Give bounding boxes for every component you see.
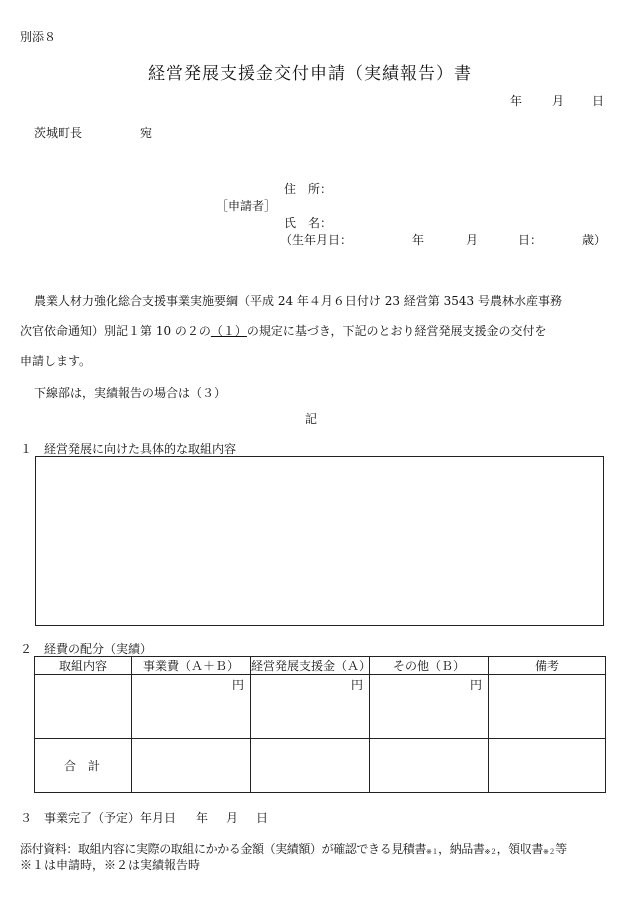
cell-activity[interactable] [35,675,132,739]
section3-month: 月 [226,811,239,825]
footer-notes: ※１は申請時，※２は実績報告時 [20,858,201,872]
cell-support-fund[interactable]: 円 [251,675,370,739]
date-day-label: 日 [592,94,605,108]
table-row [35,675,606,739]
birth-year-label: 年 [412,233,425,247]
header-remarks: 備考 [489,657,606,675]
body-line-1: 農業人材力強化総合支援事業実施要綱（平成 24 年４月６日付け 23 経営第 3543 号農林水産事務 [34,294,562,308]
total-row [35,739,606,793]
table-header-row [35,657,606,675]
header-other: その他（Ｂ） [370,657,489,675]
addressee-name: 茨城町長 [34,126,83,140]
total-other[interactable] [370,739,489,793]
total-remarks[interactable] [489,739,606,793]
header-activity: 取組内容 [35,657,132,675]
applicant-label: ［申請者］ [216,199,277,213]
birth-open: （生年月日： [280,233,353,247]
addressee-suffix: 宛 [140,126,153,140]
header-support-fund: 経営発展支援金（Ａ） [251,657,370,675]
body-line-3: 申請します。 [20,354,92,368]
cell-project-cost[interactable]: 円 [132,675,251,739]
date-year-label: 年 [510,94,523,108]
section1-content-box[interactable] [35,456,604,626]
attachment-label: 別添８ [20,30,57,44]
cost-table [34,656,606,793]
birth-age-label: 歳） [582,233,607,247]
section2-title: ２ 経費の配分（実績） [20,642,153,656]
section3-day: 日 [256,811,269,825]
cell-remarks[interactable] [489,675,606,739]
birth-day-label: 日： [518,233,543,247]
section1-title: １ 経営発展に向けた具体的な取組内容 [20,442,237,456]
date-month-label: 月 [552,94,565,108]
body-line-2: 次官依命通知）別記１第 10 の２の（１）の規定に基づき，下記のとおり経営発展支援金の交付を [20,324,547,338]
header-project-cost: 事業費（Ａ＋Ｂ） [132,657,251,675]
applicant-name-label: 氏 名： [284,216,333,230]
ki-label: 記 [305,412,318,426]
section3-year: 年 [196,811,209,825]
total-support-fund[interactable] [251,739,370,793]
footer-attachments: 添付資料：取組内容に実際の取組にかかる金額（実績額）が確認できる見積書$_{※1}$，納品書$_{※2}$，領収書$_{※2}$等 [20,842,567,856]
section3-title: ３ 事業完了（予定）年月日 [20,811,177,825]
birth-month-label: 月 [466,233,479,247]
applicant-address-label: 住 所： [284,182,333,196]
total-project-cost[interactable] [132,739,251,793]
underline-note: 下線部は，実績報告の場合は（３） [34,386,227,400]
underlined-clause: （１） [210,324,247,338]
cell-other[interactable]: 円 [370,675,489,739]
total-label: 合計 [35,739,132,793]
document-title: 経営発展支援金交付申請（実績報告）書 [148,64,472,84]
